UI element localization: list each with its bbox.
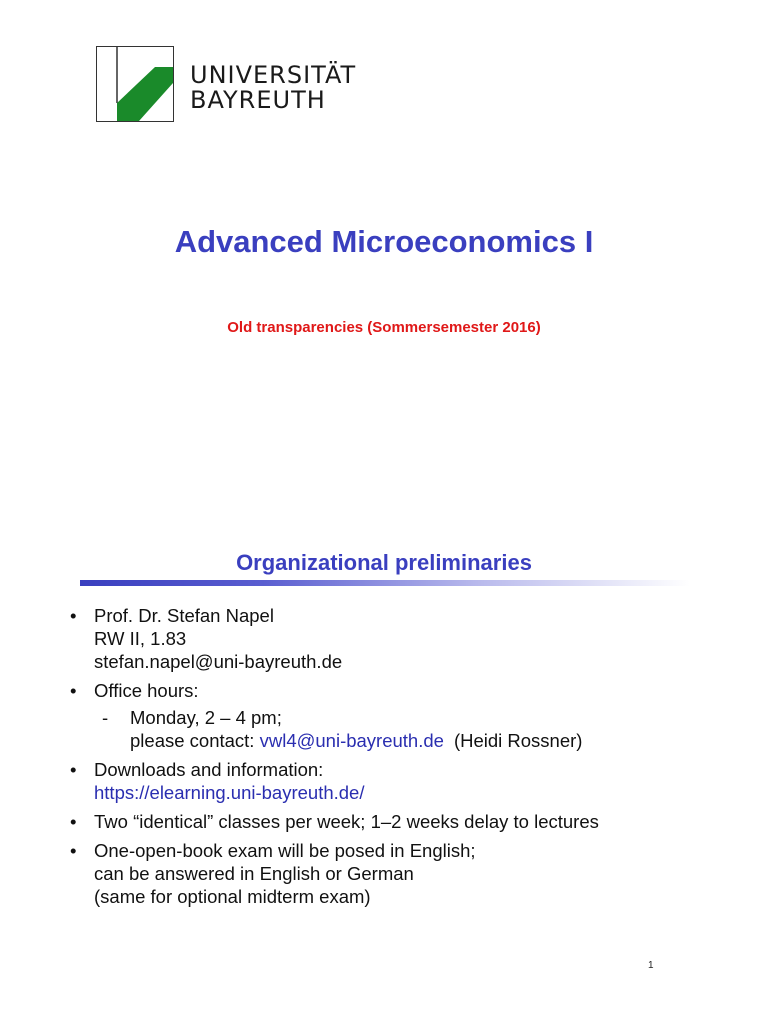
page-number: 1 bbox=[648, 960, 654, 971]
dash-icon: - bbox=[102, 707, 109, 728]
office-hours-time: Monday, 2 – 4 pm; bbox=[130, 707, 282, 728]
instructor-email: stefan.napel@uni-bayreuth.de bbox=[94, 651, 343, 672]
bullet-icon: • bbox=[70, 680, 77, 701]
classes-info: Two “identical” classes per week; 1–2 weeks delay to lectures bbox=[94, 811, 599, 832]
bullet-icon: • bbox=[70, 811, 77, 832]
list-item-office-hours bbox=[70, 679, 710, 752]
contact-person: (Heidi Rossner) bbox=[453, 730, 583, 751]
logo-mark bbox=[96, 46, 174, 122]
logo-emblem-icon bbox=[97, 47, 173, 121]
office-hours-detail bbox=[102, 706, 710, 752]
instructor-name: Prof. Dr. Stefan Napel bbox=[94, 605, 274, 626]
logo-line-2: BAYREUTH bbox=[190, 86, 326, 114]
bullet-icon: • bbox=[70, 840, 77, 861]
office-hours-label: Office hours: bbox=[94, 680, 199, 701]
section-heading: Organizational preliminaries bbox=[236, 550, 532, 575]
office-room: RW II, 1.83 bbox=[94, 628, 187, 649]
contact-prefix: please contact: bbox=[130, 730, 260, 751]
document-title: Advanced Microeconomics I bbox=[174, 224, 594, 259]
list-item-classes bbox=[70, 810, 710, 833]
exam-info-2: can be answered in English or German bbox=[94, 863, 414, 884]
list-item-contact bbox=[70, 604, 710, 673]
bullet-icon: • bbox=[70, 759, 77, 780]
list-item-downloads bbox=[70, 758, 710, 804]
elearning-link[interactable]: https://elearning.uni-bayreuth.de/ bbox=[94, 782, 365, 803]
office-hours-contact bbox=[130, 729, 710, 752]
contact-email-link[interactable]: vwl4@uni-bayreuth.de bbox=[259, 730, 444, 751]
exam-info-3: (same for optional midterm exam) bbox=[94, 886, 371, 907]
section-divider bbox=[80, 580, 690, 586]
bullet-list bbox=[70, 604, 710, 914]
list-item-exam bbox=[70, 839, 710, 908]
document-subtitle: Old transparencies (Sommersemester 2016) bbox=[227, 319, 541, 336]
logo-line-1: UNIVERSITÄT bbox=[190, 61, 357, 89]
bullet-icon: • bbox=[70, 605, 77, 626]
logo-wordmark bbox=[190, 63, 356, 113]
downloads-label: Downloads and information: bbox=[94, 759, 324, 780]
exam-info-1: One-open-book exam will be posed in English; bbox=[94, 840, 476, 861]
